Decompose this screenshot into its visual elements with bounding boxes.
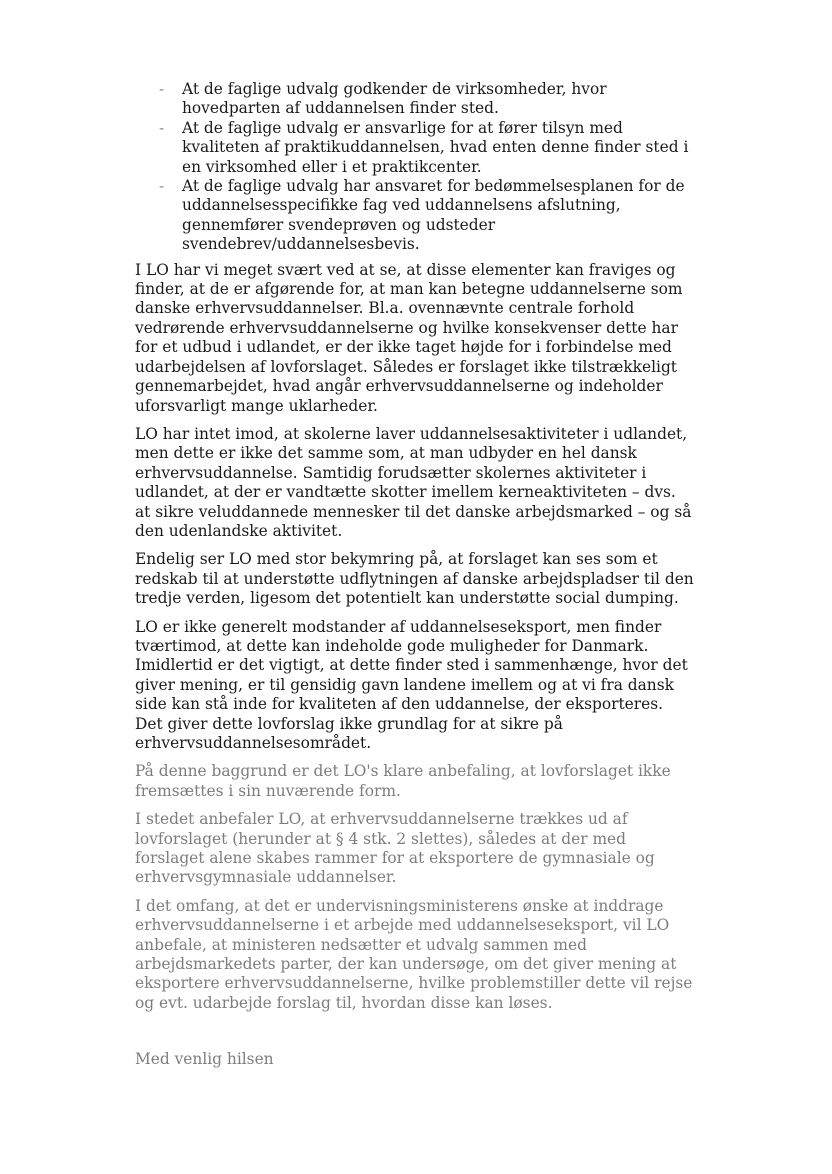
recommendation-paragraph: På denne baggrund er det LO's klare anbefaling, at lovforslaget ikke fremsættes i sin nuværende form. [135,762,671,800]
dash-bullet-icon: - [159,118,165,137]
dash-bullet-icon: - [159,177,165,196]
paragraph: LO har intet imod, at skolerne laver uddannelsesaktiviteter i udlandet, men dette er ikke det samme som, at man udbyder en hel dansk erhvervsuddannelse. Samtidig forudsætter skolernes aktiviteter i udlandet, at der er vandtætte skotter imellem kerneaktiviteten – dvs. at sikre veluddannede mennesker til det danske arbejdsmarked – og så den udenlandske aktivitet. [135,424,692,540]
list-item-text: At de faglige udvalg godkender de virksomheder, hvor hovedparten af uddannelsen finder sted. [182,80,607,118]
list-item-text: At de faglige udvalg er ansvarlige for at fører tilsyn med kvaliteten af praktikuddannelsen, hvad enten denne finder sted i en virksomhed eller i et praktikcenter. [182,118,689,176]
paragraph: I stedet anbefaler LO, at erhvervsuddannelserne trækkes ud af lovforslaget (herunder at § 4 stk. 2 slettes), således at der med forslaget alene skabes rammer for at eksportere de gymnasiale og erhvervsgymnasiale uddannelser. [135,810,655,887]
list-item [135,80,695,119]
paragraph: I LO har vi meget svært ved at se, at disse elementer kan fraviges og finder, at de er afgørende for, at man kan betegne uddannelserne som danske erhvervsuddannelser. Bl.a. ovennævnte centrale forhold vedrørende erhvervsuddannelserne og hvilke konsekvenser dette har for et udbud i udlandet, er der ikke taget højde for i forbindelse med udarbejdelsen af lovforslaget. Således er forslaget ikke tilstrækkeligt gennemarbejdet, hvad angår erhvervsuddannelserne og indeholder uforsvarligt mange uklarheder. [135,260,683,415]
list-item-text: At de faglige udvalg har ansvaret for bedømmelsesplanen for de uddannelsesspecifikke fag ved uddannelsens afslutning, gennemfører svendeprøven og udsteder svendebrev/uddannelsesbevis. [182,177,685,254]
closing-salutation: Med venlig hilsen [135,1050,274,1068]
bullet-list [135,80,695,255]
document-body [135,80,695,1022]
dash-bullet-icon: - [159,80,165,98]
list-item [135,119,695,177]
paragraph: I det omfang, at det er undervisningsministerens ønske at inddrage erhvervsuddannelserne i et arbejde med uddannelseseksport, vil LO anbefale, at ministeren nedsætter et udvalg sammen med arbejdsmarkedets parter, der kan undersøge, om det giver mening at eksportere erhvervsuddannelserne, hvilke problemstiller dette vil rejse og evt. udarbejde forslag til, hvordan disse kan løses. [135,896,693,1012]
paragraph: LO er ikke generelt modstander af uddannelseseksport, men finder tværtimod, at dette kan indeholde gode muligheder for Danmark. Imidlertid er det vigtigt, at dette finder sted i sammenhænge, hvor det giver mening, er til gensidig gavn landene imellem og at vi fra dansk side kan stå inde for kvaliteten af den uddannelse, der eksporteres. Det giver dette lovforslag ikke grundlag for at sikre på erhvervsuddannelsesområdet. [135,617,688,752]
paragraph: Endelig ser LO med stor bekymring på, at forslaget kan ses som et redskab til at understøtte udflytningen af danske arbejdspladser til den tredje verden, ligesom det potentielt kan understøtte social dumping. [135,550,694,608]
list-item [135,177,695,255]
